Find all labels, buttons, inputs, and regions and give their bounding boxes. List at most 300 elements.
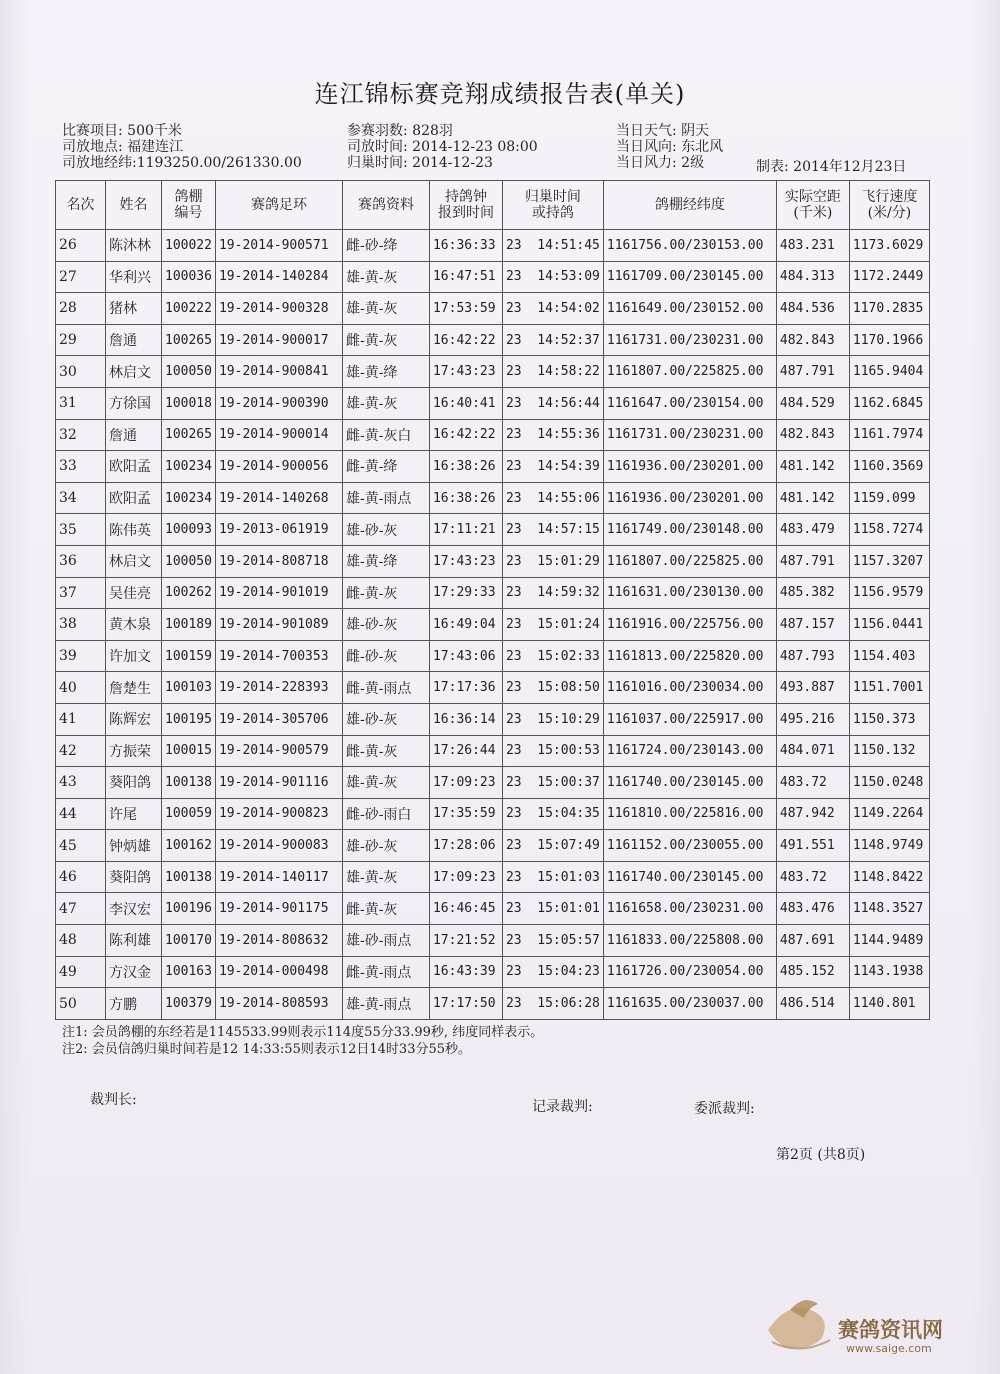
- col-ring-cell: 19-2014-901116: [215, 767, 342, 799]
- col-loft-coords-cell: 1161658.00/230231.00: [603, 893, 776, 925]
- col-speed-cell: 1151.7001: [849, 672, 929, 704]
- col-loft-id-cell: 100195: [162, 703, 216, 735]
- col-ring-cell: 19-2014-140117: [215, 861, 342, 893]
- col-clock-time-cell: 16:43:39: [429, 956, 502, 988]
- col-clock-time-cell: 16:46:45: [429, 893, 502, 925]
- col-ring-header: 赛鸽足环: [215, 181, 342, 230]
- col-name-cell: 陈辉宏: [106, 703, 162, 735]
- col-loft-id-cell: 100189: [162, 609, 216, 641]
- col-arrival-time-cell: 23 15:07:49: [502, 830, 603, 862]
- table-row: [56, 514, 930, 546]
- table-row: [56, 545, 930, 577]
- col-ring-cell: 19-2014-808632: [215, 925, 342, 957]
- col-bird-info-cell: 雄-黄-雨点: [342, 482, 429, 514]
- table-row: [56, 861, 930, 893]
- col-speed-cell: 1156.0441: [849, 609, 929, 641]
- table-row: [56, 293, 930, 325]
- col-clock-time-cell: 17:35:59: [429, 798, 502, 830]
- weather: 当日天气: 阴天: [616, 123, 710, 139]
- col-loft-coords-cell: 1161631.00/230130.00: [603, 577, 776, 609]
- col-rank-cell: 39: [56, 640, 106, 672]
- col-rank-cell: 34: [56, 482, 106, 514]
- col-name-cell: 詹通: [106, 419, 162, 451]
- col-loft-id-cell: 100015: [162, 735, 216, 767]
- col-bird-info-cell: 雌-黄-灰: [342, 577, 429, 609]
- col-bird-info-cell: 雌-黄-雨点: [342, 956, 429, 988]
- col-clock-time-cell: 17:11:21: [429, 514, 502, 546]
- col-loft-coords-cell: 1161756.00/230153.00: [603, 230, 776, 262]
- col-speed-cell: 1165.9404: [849, 356, 929, 388]
- col-rank-cell: 44: [56, 798, 106, 830]
- col-ring-cell: 19-2014-900083: [215, 830, 342, 862]
- col-distance-cell: 485.382: [776, 577, 849, 609]
- left-page-edge: [0, 0, 30, 1374]
- col-loft-id-cell: 100162: [162, 830, 216, 862]
- col-name-cell: 陈沐林: [106, 230, 162, 262]
- col-ring-cell: 19-2014-808593: [215, 988, 342, 1020]
- col-loft-id-cell: 100022: [162, 230, 216, 262]
- col-rank-cell: 48: [56, 925, 106, 957]
- col-clock-time-cell: 17:43:06: [429, 640, 502, 672]
- table-row: [56, 735, 930, 767]
- col-loft-id-cell: 100018: [162, 387, 216, 419]
- col-arrival-time-cell: 23 14:56:44: [502, 387, 603, 419]
- col-ring-cell: 19-2014-808718: [215, 545, 342, 577]
- col-clock-time-cell: 16:42:22: [429, 419, 502, 451]
- col-rank-cell: 42: [56, 735, 106, 767]
- col-clock-time-cell: 17:09:23: [429, 861, 502, 893]
- col-bird-info-cell: 雄-黄-绛: [342, 545, 429, 577]
- col-bird-info-cell: 雄-砂-雨点: [342, 925, 429, 957]
- col-distance-cell: 482.843: [776, 419, 849, 451]
- col-speed-cell: 1150.132: [849, 735, 929, 767]
- wind-direction: 当日风向: 东北风: [616, 139, 724, 155]
- col-ring-cell: 19-2014-900579: [215, 735, 342, 767]
- col-arrival-time-cell: 23 15:04:23: [502, 956, 603, 988]
- table-row: [56, 893, 930, 925]
- col-loft-coords-cell: 1161936.00/230201.00: [603, 482, 776, 514]
- col-clock-time-cell: 16:38:26: [429, 482, 502, 514]
- col-distance-cell: 481.142: [776, 482, 849, 514]
- col-rank-cell: 47: [56, 893, 106, 925]
- col-bird-info-cell: 雄-黄-雨点: [342, 988, 429, 1020]
- col-distance-cell: 482.843: [776, 324, 849, 356]
- col-distance-cell: 487.157: [776, 609, 849, 641]
- col-clock-time-cell: 17:17:36: [429, 672, 502, 704]
- col-loft-coords-cell: 1161740.00/230145.00: [603, 767, 776, 799]
- col-loft-id-cell: 100138: [162, 767, 216, 799]
- col-name-cell: 许加文: [106, 640, 162, 672]
- col-name-cell: 吴佳亮: [106, 577, 162, 609]
- col-rank-cell: 29: [56, 324, 106, 356]
- col-loft-id-cell: 100163: [162, 956, 216, 988]
- return-time: 归巢时间: 2014-12-23: [347, 155, 493, 171]
- col-clock-time-cell: 17:53:59: [429, 293, 502, 325]
- col-ring-cell: 19-2014-140268: [215, 482, 342, 514]
- col-bird-info-cell: 雄-砂-灰: [342, 830, 429, 862]
- col-name-cell: 陈伟英: [106, 514, 162, 546]
- right-page-edge: [970, 0, 1000, 1374]
- made-date: 制表: 2014年12月23日: [756, 159, 907, 175]
- col-arrival-time-cell: 23 14:51:45: [502, 230, 603, 262]
- col-speed-cell: 1150.373: [849, 703, 929, 735]
- col-speed-header: 飞行速度 (米/分): [849, 181, 929, 230]
- table-row: [56, 609, 930, 641]
- col-bird-info-cell: 雄-砂-灰: [342, 514, 429, 546]
- table-header-row: [56, 181, 930, 230]
- col-name-cell: 方徐国: [106, 387, 162, 419]
- col-ring-cell: 19-2014-900823: [215, 798, 342, 830]
- table-row: [56, 703, 930, 735]
- col-name-cell: 陈利雄: [106, 925, 162, 957]
- col-arrival-time-cell: 23 15:02:33: [502, 640, 603, 672]
- col-rank-cell: 43: [56, 767, 106, 799]
- col-ring-cell: 19-2014-000498: [215, 956, 342, 988]
- col-rank-cell: 33: [56, 451, 106, 483]
- col-ring-cell: 19-2014-901019: [215, 577, 342, 609]
- col-distance-cell: 484.071: [776, 735, 849, 767]
- col-bird-info-cell: 雄-黄-绛: [342, 356, 429, 388]
- col-name-cell: 许尾: [106, 798, 162, 830]
- col-arrival-time-cell: 23 15:05:57: [502, 925, 603, 957]
- col-distance-header: 实际空距 (千米): [776, 181, 849, 230]
- col-rank-cell: 45: [56, 830, 106, 862]
- col-distance-cell: 487.691: [776, 925, 849, 957]
- col-name-cell: 葵阳鸽: [106, 861, 162, 893]
- col-loft-id-cell: 100262: [162, 577, 216, 609]
- col-bird-info-cell: 雄-砂-灰: [342, 703, 429, 735]
- col-distance-cell: 484.529: [776, 387, 849, 419]
- wind-force: 当日风力: 2级: [616, 155, 705, 171]
- col-ring-cell: 19-2014-901089: [215, 609, 342, 641]
- col-bird-info-cell: 雄-黄-灰: [342, 387, 429, 419]
- col-distance-cell: 487.791: [776, 545, 849, 577]
- table-row: [56, 387, 930, 419]
- col-ring-cell: 19-2014-900017: [215, 324, 342, 356]
- col-loft-coords-cell: 1161731.00/230231.00: [603, 419, 776, 451]
- col-arrival-time-cell: 23 14:57:15: [502, 514, 603, 546]
- col-distance-cell: 495.216: [776, 703, 849, 735]
- col-speed-cell: 1148.3527: [849, 893, 929, 925]
- col-name-cell: 林启文: [106, 545, 162, 577]
- col-distance-cell: 484.313: [776, 261, 849, 293]
- notes: [62, 1024, 543, 1058]
- col-name-cell: 华利兴: [106, 261, 162, 293]
- release-coords: 司放地经纬:1193250.00/261330.00: [62, 155, 302, 171]
- col-ring-cell: 19-2014-305706: [215, 703, 342, 735]
- col-loft-id-cell: 100234: [162, 451, 216, 483]
- col-distance-cell: 483.72: [776, 861, 849, 893]
- col-clock-time-cell: 17:21:52: [429, 925, 502, 957]
- table-row: [56, 830, 930, 862]
- col-name-cell: 黄木泉: [106, 609, 162, 641]
- col-name-cell: 葵阳鸽: [106, 767, 162, 799]
- col-rank-cell: 26: [56, 230, 106, 262]
- table-row: [56, 988, 930, 1020]
- col-loft-coords-cell: 1161916.00/225756.00: [603, 609, 776, 641]
- table-row: [56, 956, 930, 988]
- col-bird-info-cell: 雄-黄-灰: [342, 861, 429, 893]
- col-ring-cell: 19-2014-700353: [215, 640, 342, 672]
- col-arrival-time-cell: 23 15:01:03: [502, 861, 603, 893]
- col-distance-cell: 483.72: [776, 767, 849, 799]
- table-body: [56, 230, 930, 1020]
- table-row: [56, 577, 930, 609]
- table-row: [56, 356, 930, 388]
- col-speed-cell: 1159.099: [849, 482, 929, 514]
- col-speed-cell: 1143.1938: [849, 956, 929, 988]
- col-distance-cell: 484.536: [776, 293, 849, 325]
- col-distance-cell: 491.551: [776, 830, 849, 862]
- col-loft-id-cell: 100103: [162, 672, 216, 704]
- col-arrival-time-cell: 23 14:55:06: [502, 482, 603, 514]
- col-loft-coords-cell: 1161936.00/230201.00: [603, 451, 776, 483]
- col-clock-time-cell: 16:42:22: [429, 324, 502, 356]
- col-distance-cell: 483.476: [776, 893, 849, 925]
- col-rank-cell: 49: [56, 956, 106, 988]
- col-speed-cell: 1162.6845: [849, 387, 929, 419]
- col-bird-info-cell: 雌-黄-灰: [342, 324, 429, 356]
- col-ring-cell: 19-2014-900841: [215, 356, 342, 388]
- col-distance-cell: 493.887: [776, 672, 849, 704]
- col-bird-info-cell: 雌-黄-灰白: [342, 419, 429, 451]
- col-rank-cell: 31: [56, 387, 106, 419]
- col-speed-cell: 1148.8422: [849, 861, 929, 893]
- col-rank-cell: 40: [56, 672, 106, 704]
- col-loft-coords-cell: 1161731.00/230231.00: [603, 324, 776, 356]
- col-loft-coords-cell: 1161833.00/225808.00: [603, 925, 776, 957]
- col-rank-cell: 38: [56, 609, 106, 641]
- col-rank-cell: 30: [56, 356, 106, 388]
- col-ring-cell: 19-2014-900014: [215, 419, 342, 451]
- col-loft-id-cell: 100265: [162, 324, 216, 356]
- col-loft-coords-cell: 1161037.00/225917.00: [603, 703, 776, 735]
- col-bird-info-cell: 雄-黄-灰: [342, 767, 429, 799]
- col-loft-coords-cell: 1161152.00/230055.00: [603, 830, 776, 862]
- col-clock-time-cell: 17:43:23: [429, 356, 502, 388]
- table-row: [56, 324, 930, 356]
- col-distance-cell: 481.142: [776, 451, 849, 483]
- col-clock-time-header: 持鸽钟 报到时间: [429, 181, 502, 230]
- col-loft-id-cell: 100159: [162, 640, 216, 672]
- col-bird-info-cell: 雌-砂-绛: [342, 230, 429, 262]
- col-ring-cell: 19-2013-061919: [215, 514, 342, 546]
- col-clock-time-cell: 16:36:33: [429, 230, 502, 262]
- col-clock-time-cell: 16:49:04: [429, 609, 502, 641]
- table-row: [56, 451, 930, 483]
- col-arrival-time-cell: 23 15:00:53: [502, 735, 603, 767]
- release-place: 司放地点: 福建连江: [62, 139, 184, 155]
- col-loft-coords-cell: 1161740.00/230145.00: [603, 861, 776, 893]
- note-2: 注2: 会员信鸽归巢时间若是12 14:33:55则表示12日14时33分55秒。: [62, 1042, 472, 1057]
- col-rank-cell: 27: [56, 261, 106, 293]
- col-loft-id-cell: 100059: [162, 798, 216, 830]
- col-distance-cell: 485.152: [776, 956, 849, 988]
- col-speed-cell: 1157.3207: [849, 545, 929, 577]
- col-clock-time-cell: 17:26:44: [429, 735, 502, 767]
- col-arrival-time-cell: 23 15:06:28: [502, 988, 603, 1020]
- col-loft-id-cell: 100050: [162, 545, 216, 577]
- col-name-cell: 詹通: [106, 324, 162, 356]
- col-speed-cell: 1172.2449: [849, 261, 929, 293]
- col-speed-cell: 1148.9749: [849, 830, 929, 862]
- col-name-cell: 方振荣: [106, 735, 162, 767]
- col-speed-cell: 1140.801: [849, 988, 929, 1020]
- col-loft-coords-cell: 1161726.00/230054.00: [603, 956, 776, 988]
- col-arrival-time-cell: 23 14:53:09: [502, 261, 603, 293]
- col-loft-id-cell: 100050: [162, 356, 216, 388]
- col-ring-cell: 19-2014-901175: [215, 893, 342, 925]
- col-name-header: 姓名: [106, 181, 162, 230]
- col-ring-cell: 19-2014-900328: [215, 293, 342, 325]
- col-loft-id-cell: 100222: [162, 293, 216, 325]
- col-loft-id-cell: 100234: [162, 482, 216, 514]
- record-judge-label: 记录裁判:: [532, 1099, 593, 1115]
- col-loft-id-cell: 100036: [162, 261, 216, 293]
- report-title: 连江锦标赛竞翔成绩报告表(单关): [314, 80, 686, 108]
- col-arrival-time-cell: 23 15:04:35: [502, 798, 603, 830]
- col-distance-cell: 487.793: [776, 640, 849, 672]
- appointed-judge-label: 委派裁判:: [694, 1101, 755, 1117]
- col-rank-cell: 37: [56, 577, 106, 609]
- col-speed-cell: 1170.1966: [849, 324, 929, 356]
- table-row: [56, 767, 930, 799]
- col-rank-cell: 28: [56, 293, 106, 325]
- col-arrival-time-cell: 23 14:55:36: [502, 419, 603, 451]
- watermark-url: www.saige.com: [846, 1342, 932, 1355]
- col-ring-cell: 19-2014-228393: [215, 672, 342, 704]
- col-speed-cell: 1149.2264: [849, 798, 929, 830]
- col-loft-coords-cell: 1161709.00/230145.00: [603, 261, 776, 293]
- col-arrival-time-cell: 23 14:54:02: [502, 293, 603, 325]
- col-bird-info-cell: 雌-砂-灰: [342, 640, 429, 672]
- col-rank-cell: 35: [56, 514, 106, 546]
- col-rank-cell: 46: [56, 861, 106, 893]
- col-name-cell: 李汉宏: [106, 893, 162, 925]
- table-row: [56, 482, 930, 514]
- col-loft-coords-cell: 1161724.00/230143.00: [603, 735, 776, 767]
- col-arrival-time-header: 归巢时间 或持鸽: [502, 181, 603, 230]
- col-distance-cell: 483.479: [776, 514, 849, 546]
- col-speed-cell: 1160.3569: [849, 451, 929, 483]
- col-name-cell: 欧阳孟: [106, 451, 162, 483]
- col-speed-cell: 1161.7974: [849, 419, 929, 451]
- col-clock-time-cell: 17:28:06: [429, 830, 502, 862]
- col-loft-id-cell: 100093: [162, 514, 216, 546]
- col-arrival-time-cell: 23 15:01:29: [502, 545, 603, 577]
- col-loft-id-cell: 100138: [162, 861, 216, 893]
- col-ring-cell: 19-2014-140284: [215, 261, 342, 293]
- col-clock-time-cell: 17:09:23: [429, 767, 502, 799]
- col-name-cell: 方汉金: [106, 956, 162, 988]
- col-loft-coords-cell: 1161807.00/225825.00: [603, 356, 776, 388]
- col-clock-time-cell: 17:17:50: [429, 988, 502, 1020]
- col-ring-cell: 19-2014-900390: [215, 387, 342, 419]
- col-loft-coords-cell: 1161635.00/230037.00: [603, 988, 776, 1020]
- col-rank-cell: 32: [56, 419, 106, 451]
- release-time: 司放时间: 2014-12-23 08:00: [347, 139, 538, 155]
- table-row: [56, 261, 930, 293]
- col-speed-cell: 1156.9579: [849, 577, 929, 609]
- col-bird-info-cell: 雄-黄-灰: [342, 261, 429, 293]
- col-distance-cell: 487.791: [776, 356, 849, 388]
- col-clock-time-cell: 16:40:41: [429, 387, 502, 419]
- col-bird-info-cell: 雄-砂-灰: [342, 609, 429, 641]
- col-name-cell: 林启文: [106, 356, 162, 388]
- table-row: [56, 798, 930, 830]
- col-loft-coords-cell: 1161807.00/225825.00: [603, 545, 776, 577]
- col-rank-cell: 50: [56, 988, 106, 1020]
- col-loft-coords-cell: 1161647.00/230154.00: [603, 387, 776, 419]
- col-speed-cell: 1170.2835: [849, 293, 929, 325]
- col-bird-info-header: 赛鸽资料: [342, 181, 429, 230]
- col-name-cell: 欧阳孟: [106, 482, 162, 514]
- results-table: [55, 180, 930, 1020]
- col-rank-cell: 36: [56, 545, 106, 577]
- col-distance-cell: 487.942: [776, 798, 849, 830]
- col-clock-time-cell: 17:29:33: [429, 577, 502, 609]
- table-row: [56, 230, 930, 262]
- col-loft-id-cell: 100196: [162, 893, 216, 925]
- col-bird-info-cell: 雌-黄-灰: [342, 893, 429, 925]
- page-number: 第2页 (共8页): [776, 1147, 866, 1163]
- col-bird-info-cell: 雄-黄-灰: [342, 293, 429, 325]
- col-loft-coords-cell: 1161016.00/230034.00: [603, 672, 776, 704]
- table-row: [56, 672, 930, 704]
- col-rank-cell: 41: [56, 703, 106, 735]
- col-loft-id-cell: 100170: [162, 925, 216, 957]
- col-distance-cell: 483.231: [776, 230, 849, 262]
- col-clock-time-cell: 16:36:14: [429, 703, 502, 735]
- col-clock-time-cell: 16:38:26: [429, 451, 502, 483]
- col-speed-cell: 1173.6029: [849, 230, 929, 262]
- col-rank-header: 名次: [56, 181, 106, 230]
- col-arrival-time-cell: 23 14:59:32: [502, 577, 603, 609]
- col-arrival-time-cell: 23 14:58:22: [502, 356, 603, 388]
- col-speed-cell: 1150.0248: [849, 767, 929, 799]
- col-name-cell: 方鹏: [106, 988, 162, 1020]
- col-loft-coords-cell: 1161813.00/225820.00: [603, 640, 776, 672]
- col-name-cell: 猪林: [106, 293, 162, 325]
- col-arrival-time-cell: 23 15:01:24: [502, 609, 603, 641]
- entries-count: 参赛羽数: 828羽: [347, 123, 453, 139]
- table-row: [56, 925, 930, 957]
- col-name-cell: 詹楚生: [106, 672, 162, 704]
- col-loft-coords-header: 鸽棚经纬度: [603, 181, 776, 230]
- col-bird-info-cell: 雌-黄-灰: [342, 735, 429, 767]
- watermark-name: 赛鸽资讯网: [838, 1318, 943, 1342]
- col-speed-cell: 1154.403: [849, 640, 929, 672]
- table-row: [56, 419, 930, 451]
- col-ring-cell: 19-2014-900571: [215, 230, 342, 262]
- col-loft-id-cell: 100265: [162, 419, 216, 451]
- col-loft-id-header: 鸽棚 编号: [162, 181, 216, 230]
- col-bird-info-cell: 雌-黄-雨点: [342, 672, 429, 704]
- col-arrival-time-cell: 23 15:08:50: [502, 672, 603, 704]
- col-loft-coords-cell: 1161810.00/225816.00: [603, 798, 776, 830]
- col-arrival-time-cell: 23 15:00:37: [502, 767, 603, 799]
- col-arrival-time-cell: 23 14:54:39: [502, 451, 603, 483]
- col-loft-coords-cell: 1161649.00/230152.00: [603, 293, 776, 325]
- col-arrival-time-cell: 23 15:01:01: [502, 893, 603, 925]
- col-loft-coords-cell: 1161749.00/230148.00: [603, 514, 776, 546]
- col-clock-time-cell: 16:47:51: [429, 261, 502, 293]
- race-item: 比赛项目: 500千米: [62, 123, 182, 139]
- col-arrival-time-cell: 23 14:52:37: [502, 324, 603, 356]
- col-distance-cell: 486.514: [776, 988, 849, 1020]
- col-name-cell: 钟炳雄: [106, 830, 162, 862]
- col-clock-time-cell: 17:43:23: [429, 545, 502, 577]
